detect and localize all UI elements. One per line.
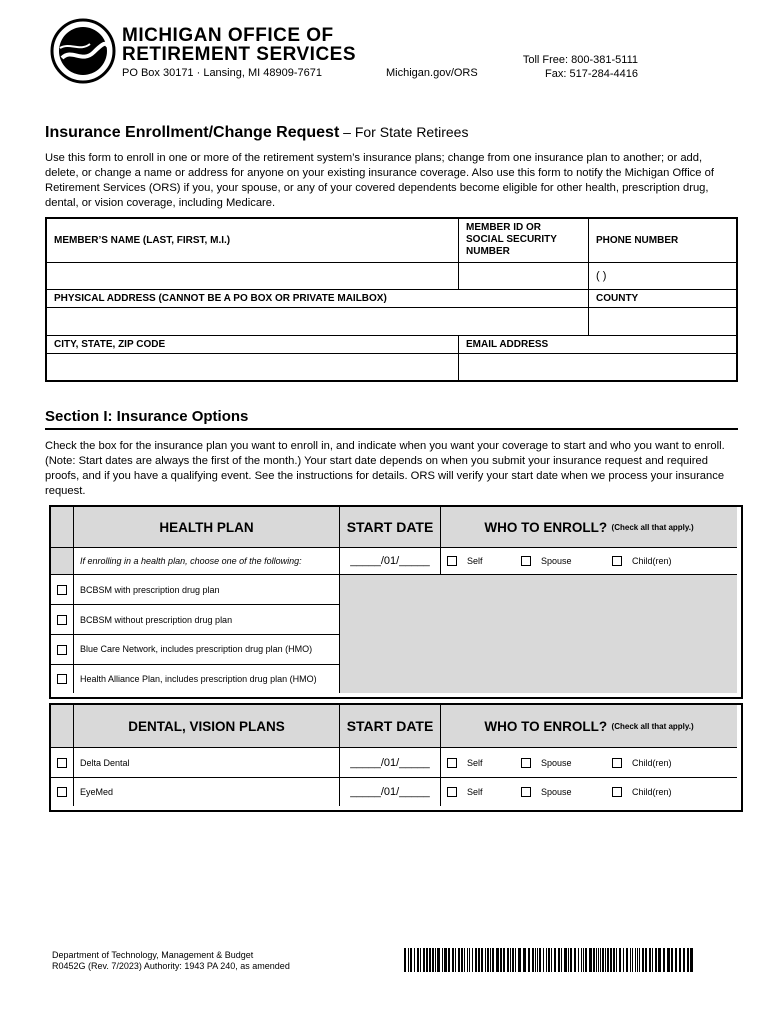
delta-who-options bbox=[441, 748, 737, 778]
city-field[interactable] bbox=[46, 353, 459, 381]
plan-row-checkbox-cell bbox=[51, 635, 74, 665]
eyemed-self-checkbox[interactable] bbox=[447, 787, 457, 797]
health-start-date-field[interactable]: _____/01/_____ bbox=[340, 548, 441, 575]
dental-who-note: (Check all that apply.) bbox=[611, 721, 694, 731]
delta-start-date-field[interactable]: _____/01/_____ bbox=[340, 748, 441, 778]
delta-spouse-label: Spouse bbox=[541, 758, 572, 768]
section1-divider bbox=[45, 428, 738, 430]
email-label: EMAIL ADDRESS bbox=[459, 335, 738, 353]
dental-who-title: WHO TO ENROLL? bbox=[484, 718, 608, 734]
dental-who-header bbox=[441, 705, 737, 748]
health-self-checkbox[interactable] bbox=[447, 556, 457, 566]
dental-vision-grid bbox=[49, 703, 743, 812]
dental-plan-header: DENTAL, VISION PLANS bbox=[74, 705, 340, 748]
health-children-label: Child(ren) bbox=[632, 556, 672, 566]
eyemed-spouse-checkbox[interactable] bbox=[521, 787, 531, 797]
address-label: PHYSICAL ADDRESS (CANNOT BE A PO BOX OR PRIVATE MAILBOX) bbox=[46, 289, 589, 307]
contact-numbers bbox=[488, 53, 638, 81]
member-name-field[interactable] bbox=[46, 262, 459, 289]
health-who-header bbox=[441, 507, 737, 548]
plan-row-checkbox-cell bbox=[51, 748, 74, 778]
section1-text: Check the box for the insurance plan you want to enroll in, and indicate when you want your coverage to start and who you want to enroll. (Note: Start dates are always the first of the month.) Your start date depends on when you submit your insurance request and required proofs, and if you have a qualifying event. See the instructions for details. ORS will verify your start date when we process your insurance request. bbox=[45, 440, 725, 497]
email-field[interactable] bbox=[459, 353, 738, 381]
section1-title: Section I: Insurance Options bbox=[45, 408, 249, 425]
address-field[interactable] bbox=[46, 307, 589, 335]
eyemed-start-date-field[interactable]: _____/01/_____ bbox=[340, 778, 441, 806]
barcode-icon bbox=[404, 948, 696, 972]
org-website: Michigan.gov/ORS bbox=[386, 67, 478, 79]
health-spouse-label: Spouse bbox=[541, 556, 572, 566]
health-start-date-header: START DATE bbox=[340, 507, 441, 548]
plan-row-checkbox-cell bbox=[51, 575, 74, 605]
form-title-main: Insurance Enrollment/Change Request bbox=[45, 124, 340, 141]
county-label: COUNTY bbox=[589, 289, 738, 307]
health-instruction-spacer bbox=[51, 548, 74, 575]
health-who-title: WHO TO ENROLL? bbox=[484, 519, 608, 535]
delta-self-checkbox[interactable] bbox=[447, 758, 457, 768]
form-intro: Use this form to enroll in one or more of the retirement system’s insurance plans; change from one insurance plan to another; or add, delete, or change a name or address for anyone on your existing insurance coverage. Also use this form to notify the Michigan Office of Retirement Services (ORS) if you, your spouse, or any of your covered dependents become eligible for other health, prescription drug, dental, or vision coverage, including Medicare. bbox=[45, 152, 714, 209]
ors-logo-icon bbox=[50, 18, 116, 84]
health-plan-header: HEALTH PLAN bbox=[74, 507, 340, 548]
health-plan-grid bbox=[49, 505, 743, 699]
eyemed-who-options bbox=[441, 778, 737, 806]
eyemed-children-label: Child(ren) bbox=[632, 787, 672, 797]
plan-eyemed: EyeMed bbox=[74, 778, 340, 806]
delta-children-checkbox[interactable] bbox=[612, 758, 622, 768]
eyemed-spouse-label: Spouse bbox=[541, 787, 572, 797]
footer bbox=[52, 950, 290, 972]
member-id-label: MEMBER ID OR SOCIAL SECURITY NUMBER bbox=[459, 218, 589, 262]
health-who-options bbox=[441, 548, 737, 575]
health-header-spacer bbox=[51, 507, 74, 548]
plan-row-checkbox-cell bbox=[51, 778, 74, 806]
county-field[interactable] bbox=[589, 307, 738, 335]
plan-hap-checkbox[interactable] bbox=[57, 674, 67, 684]
phone-field[interactable]: ( ) bbox=[589, 262, 738, 289]
health-shaded-area bbox=[340, 575, 737, 693]
plan-delta-checkbox[interactable] bbox=[57, 758, 67, 768]
plan-bcbsm-rx-checkbox[interactable] bbox=[57, 585, 67, 595]
toll-free: Toll Free: 800-381-5111 bbox=[522, 54, 638, 66]
health-children-checkbox[interactable] bbox=[612, 556, 622, 566]
org-address: PO Box 30171 · Lansing, MI 48909-7671 bbox=[122, 67, 322, 79]
dental-start-date-header: START DATE bbox=[340, 705, 441, 748]
plan-bcn: Blue Care Network, includes prescription drug plan (HMO) bbox=[74, 635, 340, 665]
plan-bcn-checkbox[interactable] bbox=[57, 645, 67, 655]
health-who-note: (Check all that apply.) bbox=[611, 522, 694, 532]
footer-dept: Department of Technology, Management & Budget bbox=[52, 950, 254, 960]
member-id-field[interactable] bbox=[459, 262, 589, 289]
plan-hap: Health Alliance Plan, includes prescription drug plan (HMO) bbox=[74, 665, 340, 693]
phone-label: PHONE NUMBER bbox=[589, 218, 738, 262]
plan-row-checkbox-cell bbox=[51, 605, 74, 635]
plan-row-checkbox-cell bbox=[51, 665, 74, 693]
plan-eyemed-checkbox[interactable] bbox=[57, 787, 67, 797]
footer-form-id: R0452G (Rev. 7/2023) Authority: 1943 PA 240, as amended bbox=[52, 961, 290, 971]
health-spouse-checkbox[interactable] bbox=[521, 556, 531, 566]
member-name-label: MEMBER’S NAME (LAST, FIRST, M.I.) bbox=[46, 218, 459, 262]
eyemed-self-label: Self bbox=[467, 787, 483, 797]
plan-bcbsm-norx-checkbox[interactable] bbox=[57, 615, 67, 625]
health-instruction: If enrolling in a health plan, choose one of the following: bbox=[74, 548, 340, 575]
eyemed-children-checkbox[interactable] bbox=[612, 787, 622, 797]
dental-header-spacer bbox=[51, 705, 74, 748]
member-info-table bbox=[45, 217, 738, 382]
org-name-line2: RETIREMENT SERVICES bbox=[122, 44, 357, 65]
fax: Fax: 517-284-4416 bbox=[545, 68, 638, 80]
health-self-label: Self bbox=[467, 556, 483, 566]
delta-spouse-checkbox[interactable] bbox=[521, 758, 531, 768]
plan-bcbsm-rx: BCBSM with prescription drug plan bbox=[74, 575, 340, 605]
plan-bcbsm-norx: BCBSM without prescription drug plan bbox=[74, 605, 340, 635]
form-title bbox=[45, 124, 468, 142]
plan-delta-dental: Delta Dental bbox=[74, 748, 340, 778]
org-name-line1: MICHIGAN OFFICE OF bbox=[122, 25, 334, 46]
delta-self-label: Self bbox=[467, 758, 483, 768]
form-subtitle: – For State Retirees bbox=[339, 124, 469, 140]
delta-children-label: Child(ren) bbox=[632, 758, 672, 768]
city-label: CITY, STATE, ZIP CODE bbox=[46, 335, 459, 353]
